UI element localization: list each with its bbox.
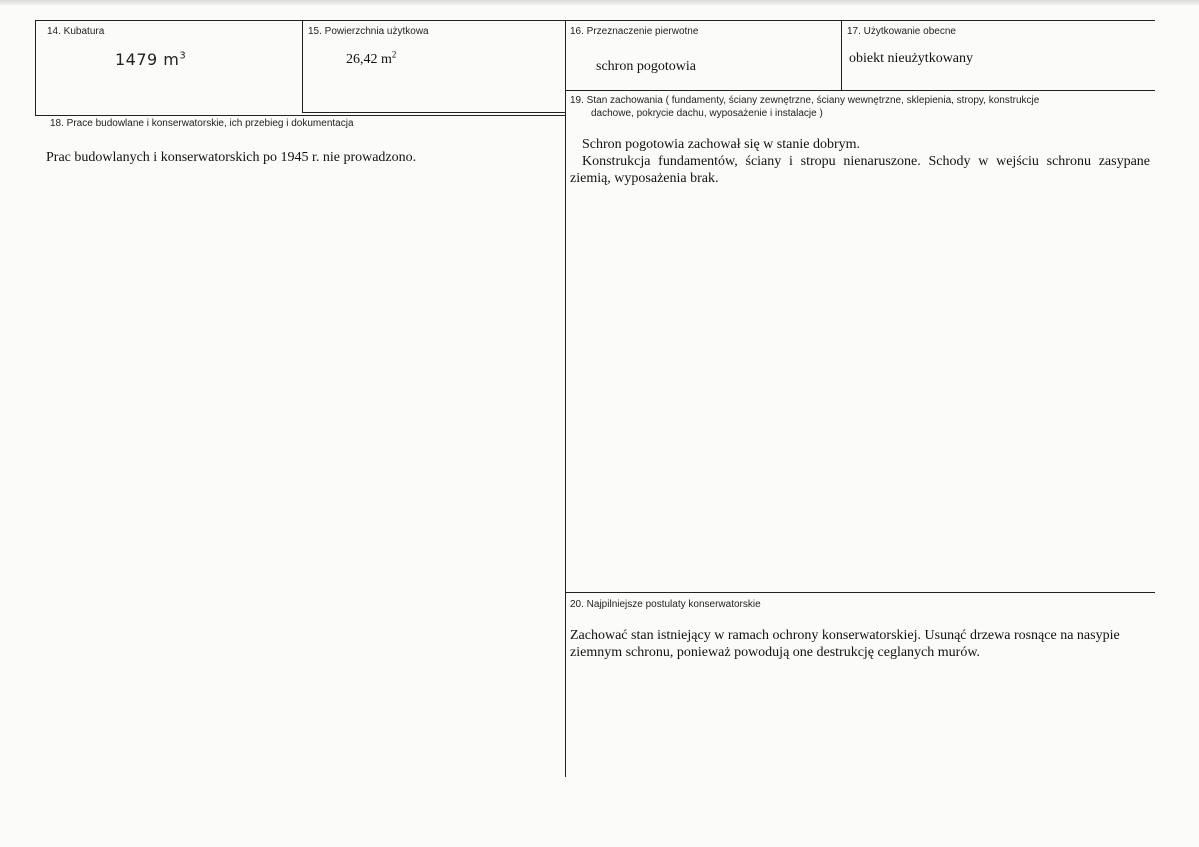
left-rule [35,20,36,115]
field-14-label: 14. Kubatura [47,26,105,37]
scan-edge [0,0,1199,6]
field-18-label: 18. Prace budowlane i konserwatorskie, ich przebieg i dokumentacja [50,118,354,129]
field-14-value [115,50,186,69]
field-20-label: 20. Najpilniejsze postulaty konserwatorskie [570,599,761,610]
field-15-number: 26,42 m [346,52,392,67]
field-20-value: Zachować stan istniejący w ramach ochrony konserwatorskiej. Usunąć drzewa rosnące na nasypie ziemnym schronu, ponieważ powodują one destrukcję ceglanych murów. [570,628,1120,660]
field-15-label: 15. Powierzchnia użytkowa [308,26,429,37]
field-19-para2: Konstrukcja fundamentów, ściany i stropu nienaruszone. Schody w wejściu schronu zasypane ziemią, wyposażenia brak. [570,154,1150,186]
center-divider [565,20,566,777]
rule-under-14-15 [302,112,565,113]
field-19-text [570,136,1150,187]
field-14-number: 1479 m [115,50,180,69]
field-19-para1: Schron pogotowia zachował się w stanie dobrym. [582,137,860,152]
field-18-value: Prac budowlanych i konserwatorskich po 1945 r. nie prowadzono. [46,150,417,165]
field-19-label-line2: dachowe, pokrycie dachu, wyposażenie i instalacje ) [591,108,823,119]
field-19-label-line1: 19. Stan zachowania ( fundamenty, ściany zewnętrzne, ściany wewnętrzne, sklepienia, stropy, konstrukcje [570,95,1040,106]
field-16-value: schron pogotowia [596,59,696,74]
top-rule [35,20,1155,21]
field-15-value [346,51,396,68]
field-15-exponent: 2 [391,49,397,60]
rule-above-19 [565,90,1155,91]
field-17-value: obiekt nieużytkowany [849,51,974,66]
divider-16-17 [841,20,842,90]
rule-above-18 [35,115,565,116]
rule-above-20 [565,592,1155,593]
divider-14-15 [302,20,303,112]
field-16-label: 16. Przeznaczenie pierwotne [570,26,699,37]
field-17-label: 17. Użytkowanie obecne [847,26,956,37]
field-14-exponent: 3 [179,50,187,62]
